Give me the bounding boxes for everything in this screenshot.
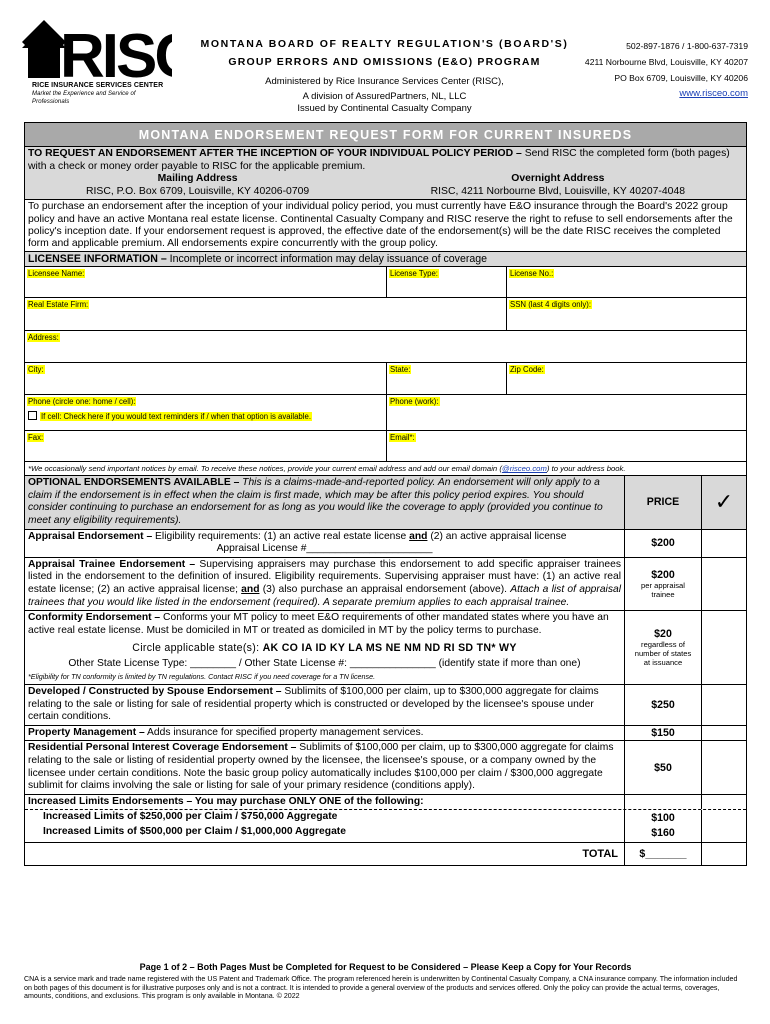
property-row [25, 726, 746, 742]
text-reminder-label: If cell: Check here if you would text reminders if / when that option is available. [41, 412, 311, 422]
residential-row [25, 741, 746, 794]
optional-bold: OPTIONAL ENDORSEMENTS AVAILABLE – [28, 477, 240, 489]
page-footer [24, 962, 747, 1001]
firm-label: Real Estate Firm: [28, 300, 89, 310]
property-bold: Property Management – [28, 726, 145, 738]
trainee-text: Supervising appraisers may purchase this endorsement to add specific appraiser trainees listed in the endorsement to the definition of insured. Eligibility requirements. Supervising appraiser must have: (1) an active real estate license; (2) an active appraisal license; [28, 558, 621, 595]
zip-label: Zip Code: [510, 365, 544, 375]
phone-work-field[interactable] [387, 395, 746, 430]
conformity-price-note: regardless of number of states at issuance [634, 640, 692, 668]
footer-page-line: Page 1 of 2 – Both Pages Must be Completed for Request to be Considered – Please Keep a Copy for Your Records [139, 962, 632, 972]
developed-text: Sublimits of $100,000 per claim, up to $300,000 aggregate for claims relating to the sale or listing for sale of residential property which is constructed or developed by the licensee's spouse under certain conditions. [28, 686, 599, 723]
header-title-1: MONTANA BOARD OF REALTY REGULATION'S (BOARD'S) [200, 38, 569, 50]
email-domain-link[interactable]: @risceo.com [501, 464, 547, 474]
optional-description [25, 476, 625, 528]
conformity-other-state[interactable]: Other State License Type: ________ / Other State License #: _______________ (identify state if more than one) [68, 657, 581, 669]
conformity-price: $20 [654, 628, 672, 641]
appraisal-text2: (2) an active appraisal license [427, 530, 567, 542]
overnight-address [431, 173, 685, 198]
overnight-head: Overnight Address [511, 173, 605, 185]
increased-option-2-price: $160 [625, 825, 702, 842]
licensee-head-text: Incomplete or incorrect information may delay issuance of coverage [166, 253, 488, 266]
licensee-row-3 [25, 331, 746, 363]
trainee-text2: (3) also purchase an appraisal endorsement (above). [259, 583, 511, 595]
house-icon [22, 20, 172, 82]
zip-field[interactable] [507, 363, 746, 394]
licensee-header [25, 252, 746, 267]
logo-wordmark: RIS [60, 22, 155, 82]
email-label: Email*: [390, 433, 415, 443]
trainee-check-box[interactable] [702, 558, 746, 610]
appraisal-price: $200 [625, 530, 702, 557]
overnight-addr: RISC, 4211 Norbourne Blvd, Louisville, KY 40207-4048 [430, 185, 685, 197]
developed-description [25, 685, 625, 725]
mailing-addr: RISC, P.O. Box 6709, Louisville, KY 40206-0709 [86, 185, 310, 197]
appraisal-description [25, 530, 625, 557]
risc-logo [22, 20, 172, 105]
increased-option-1-price: $100 [625, 810, 702, 825]
address-field[interactable] [25, 331, 746, 362]
licensee-head-bold: LICENSEE INFORMATION – [28, 253, 167, 266]
intro-paragraph: To purchase an endorsement after the inception of your individual policy period, you must currently have E&O insurance through the Board's 2022 group policy and have an active Montana real estate license. Continental Casualty Company and RISC reserve the right to refuse to sell endorsements after the policy's inception date. If your endorsement request is approved, the effective date of the endorsement(s) will be the date RISC receives the completed form and applicable premium. All endorsements expire concurrently with the group policy. [25, 200, 746, 252]
issued-line: Issued by Continental Casualty Company [297, 103, 472, 114]
optional-header-row [25, 476, 746, 529]
license-no-field[interactable] [507, 267, 746, 297]
request-bold: TO REQUEST AN ENDORSEMENT AFTER THE INCEPTION OF YOUR INDIVIDUAL POLICY PERIOD – [28, 148, 522, 159]
request-text: Send RISC the completed form (both pages) with a check or money order payable to RISC for the applicable premium. [28, 148, 730, 172]
trainee-description [25, 558, 625, 610]
mailing-address [86, 173, 309, 198]
property-description [25, 726, 625, 741]
appraisal-text: Eligibility requirements: (1) an active real estate license [152, 530, 410, 542]
licensee-row-1 [25, 267, 746, 298]
appraisal-check-box[interactable] [702, 530, 746, 557]
trainee-price-note: per appraisal trainee [641, 580, 685, 599]
appraisal-row [25, 530, 746, 558]
property-price: $150 [625, 726, 702, 741]
conformity-row [25, 611, 746, 685]
appraisal-bold: Appraisal Endorsement – [28, 530, 153, 542]
logo-sub1: RICE INSURANCE SERVICES CENTER [32, 82, 164, 89]
contact-block [585, 38, 748, 102]
conformity-states-line [28, 642, 621, 655]
developed-row [25, 685, 746, 726]
check-header-icon: ✓ [714, 489, 734, 515]
phone-numbers: 502-897-1876 / 1-800-637-7319 [626, 41, 748, 51]
license-type-field[interactable] [387, 267, 507, 297]
conformity-footnote: *Eligibility for TN conformity is limited by TN regulations. Contact RISC if you need coverage for a TN license. [28, 671, 376, 681]
residential-description [25, 741, 625, 793]
residential-price: $50 [625, 741, 702, 793]
conformity-check-box[interactable] [702, 611, 746, 684]
state-field[interactable] [387, 363, 507, 394]
developed-check-box[interactable] [702, 685, 746, 725]
trainee-and: and [241, 583, 260, 595]
page-header [22, 20, 750, 116]
ssn-label: SSN (last 4 digits only): [510, 300, 592, 310]
trainee-italic: Attach a list of appraisal trainees that you would like listed in the endorsement (required). A separate premium applies to each appraisal trainee. [28, 583, 622, 608]
conformity-description [25, 611, 625, 684]
residential-bold: Residential Personal Interest Coverage Endorsement – [28, 742, 297, 754]
po-box: PO Box 6709, Louisville, KY 40206 [614, 73, 748, 83]
email-note-post: ) to your address book. [546, 464, 626, 474]
logo-sub2: Market the Experience and Service of Professionals [32, 91, 136, 105]
increased-header-price [625, 795, 702, 810]
residential-check-box[interactable] [702, 741, 746, 793]
trainee-bold: Appraisal Trainee Endorsement – [28, 558, 196, 570]
developed-price: $250 [625, 685, 702, 725]
conformity-circle-label: Circle applicable state(s): [132, 642, 263, 655]
trainee-row [25, 558, 746, 611]
increased-option-2 [25, 825, 746, 843]
fax-label: Fax: [28, 433, 44, 443]
conformity-text: Conforms your MT policy to meet E&O requirements of other mandated states where you have an active real estate license. Must be domiciled in MT or treated as domiciled in MT by the policy terms to purchase. [28, 612, 609, 636]
increased-option-2-label: Increased Limits of $500,000 per Claim / $1,000,000 Aggregate [25, 825, 625, 842]
city-label: City: [28, 365, 44, 375]
licensee-row-2 [25, 298, 746, 331]
header-center [182, 38, 587, 114]
increased-option-2-check[interactable] [702, 825, 746, 842]
email-note [25, 462, 746, 476]
residential-text: Sublimits of $100,000 per claim, up to $300,000 aggregate for claims relating to the sale or listing of residential property owned by the licensee, the licensee's spouse, or a company owned by the licensee under certain conditions. Note the basic group policy automatically includes $100,000 per claim / $300,000 aggregate sublimit for claims involving the sale or listing for sale of your primary residence (conditions apply). [28, 742, 614, 792]
ssn-field[interactable] [507, 298, 746, 330]
conformity-states[interactable]: AK CO IA ID KY LA MS NE NM ND RI SD TN* WY [262, 642, 517, 655]
division-line: A division of AssuredPartners, NL, LLC [302, 91, 467, 102]
address-label: Address: [28, 333, 59, 343]
conformity-bold: Conformity Endorsement – [28, 612, 161, 624]
license-no-label: License No.: [510, 269, 554, 279]
phone-label: Phone (circle one: home / cell): [28, 397, 136, 407]
property-text: Adds insurance for specified property management services. [144, 726, 424, 738]
increased-option-1 [25, 810, 746, 825]
licensee-row-6 [25, 431, 746, 462]
website-link[interactable]: www.risceo.com [679, 88, 748, 99]
trainee-price: $200 [651, 568, 675, 581]
phone-field[interactable] [25, 395, 387, 430]
footer-disclaimer: CNA is a service mark and trade name registered with the US Patent and Trademark Office. The program referenced herein is underwritten by Continental Casualty Company, a CNA insurance company. The information included on both pages of this document is for illustrative purposes only and is not a contract. It is intended to provide a general overview of the products and services offered. Only the policy can provide the actual terms, coverages, amounts, conditions, and exclusions. This program is only available in Montana. © 2022 [24, 975, 738, 1001]
endorsement-form [24, 122, 747, 866]
total-value[interactable]: $_______ [625, 843, 702, 865]
appraisal-and: and [409, 530, 428, 542]
licensee-name-label: Licensee Name: [28, 269, 85, 279]
fax-field[interactable] [25, 431, 387, 461]
phone-work-label: Phone (work): [390, 397, 439, 407]
text-reminder-line [25, 411, 386, 421]
request-section [25, 147, 746, 200]
increased-option-1-check[interactable] [702, 810, 746, 825]
email-field[interactable] [387, 431, 746, 461]
text-reminder-checkbox[interactable] [28, 411, 37, 420]
licensee-name-field[interactable] [25, 267, 387, 297]
optional-text: This is a claims-made-and-reported policy. An endorsement will only apply to a claim if the endorsement is in effect when the claim is first made, which may be after this policy period expires. You should consider continuing to purchase an endorsement for as long as you would like the coverage to apply (provided you continue to meet any eligibility requirements). [28, 477, 603, 526]
logo-subtitle [32, 82, 172, 106]
email-note-pre: *We occasionally send important notices by email. To receive these notices, provide your current email address and add our email domain ( [28, 464, 502, 474]
licensee-row-5 [25, 395, 746, 431]
form-banner: MONTANA ENDORSEMENT REQUEST FORM FOR CURRENT INSUREDS [25, 123, 746, 147]
header-title-2: GROUP ERRORS AND OMISSIONS (E&O) PROGRAM [228, 56, 541, 68]
developed-bold: Developed / Constructed by Spouse Endorsement – [28, 686, 282, 698]
trainee-price-cell [625, 558, 702, 610]
increased-header-row [25, 795, 746, 811]
city-field[interactable] [25, 363, 387, 394]
property-check-box[interactable] [702, 726, 746, 741]
total-row [25, 843, 746, 865]
increased-header: Increased Limits Endorsements – You may purchase ONLY ONE of the following: [25, 795, 625, 810]
increased-option-1-label: Increased Limits of $250,000 per Claim / $750,000 Aggregate [25, 810, 625, 825]
licensee-row-4 [25, 363, 746, 395]
mailing-head: Mailing Address [157, 173, 238, 185]
increased-header-check [702, 795, 746, 810]
street-address: 4211 Norbourne Blvd, Louisville, KY 40207 [584, 57, 748, 67]
addresses [28, 173, 743, 198]
total-label: TOTAL [25, 843, 625, 865]
price-header: PRICE [625, 476, 702, 528]
appraisal-license-line[interactable]: Appraisal License #______________________ [216, 543, 433, 555]
license-type-label: License Type: [390, 269, 438, 279]
firm-field[interactable] [25, 298, 507, 330]
total-blank [702, 843, 746, 865]
conformity-price-cell [625, 611, 702, 684]
state-label: State: [390, 365, 411, 375]
admin-line: Administered by Rice Insurance Services Center (RISC), [265, 76, 504, 87]
